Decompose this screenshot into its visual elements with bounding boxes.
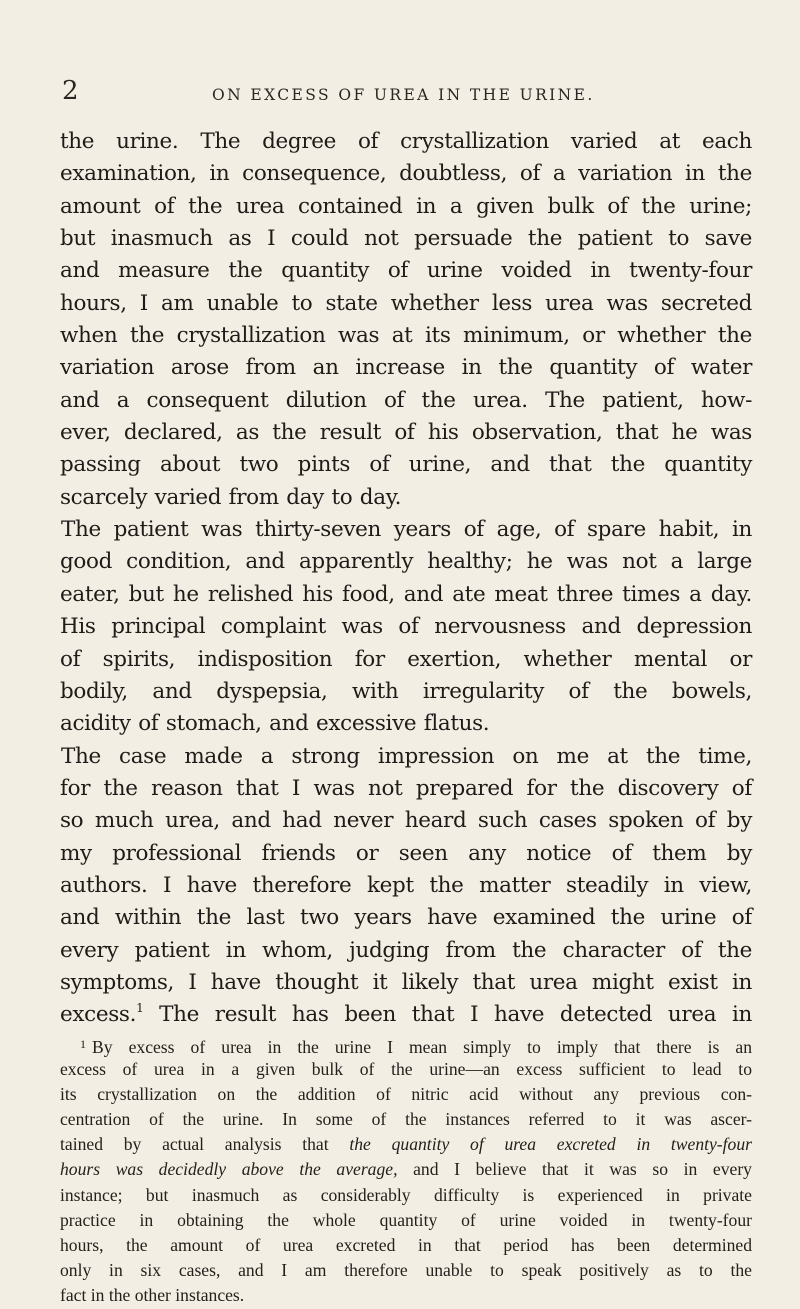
text-line: eater, but he relished his food, and ate meat three times a day. — [60, 581, 752, 607]
text-line: every patient in whom, judging from the character of the — [60, 937, 752, 963]
main-text — [60, 126, 752, 1032]
text-line: examination, in consequence, doubtless, of a variation in the — [60, 161, 752, 187]
footnote-line: centration of the urine. In some of the instances referred to it was ascer- — [60, 1109, 752, 1130]
footnote-line: hours, the amount of urea excreted in that period has been determined — [60, 1234, 752, 1255]
text-line: of spirits, indisposition for exertion, whether mental or — [60, 646, 752, 672]
text-line: the urine. The degree of crystallization varied at each — [60, 129, 752, 154]
footnote-line: its crystallization on the addition of nitric acid without any previous con- — [60, 1084, 752, 1105]
text-line: authors. I have therefore kept the matter steadily in view, — [60, 872, 752, 898]
footnote-line: instance; but inasmuch as considerably difficulty is experienced in private — [60, 1184, 752, 1205]
footnote-line: $^1$ By excess of urea in the urine I mean simply to imply that there is an — [80, 1037, 752, 1057]
text-line: scarcely varied from day to day. — [60, 484, 402, 510]
text-line: for the reason that I was not prepared for the discovery of — [60, 775, 752, 801]
text-line: variation arose from an increase in the quantity of water — [60, 355, 752, 381]
text-line: His principal complaint was of nervousness and depression — [60, 614, 752, 640]
text-line: amount of the urea contained in a given bulk of the urine; — [60, 193, 752, 219]
text-line: when the crystallization was at its minimum, or whether the — [60, 323, 752, 349]
text-line-with-footnote-ref — [60, 999, 752, 1031]
footnote-marker: 1 — [80, 1037, 86, 1051]
text-line: and measure the quantity of urine voided in twenty-four — [60, 258, 752, 284]
footnote-reference[interactable]: 1 — [136, 1001, 144, 1016]
footnote-line: excess of urea in a given bulk of the urine—an excess sufficient to lead to — [60, 1059, 752, 1080]
text-line: but inasmuch as I could not persuade the patient to save — [60, 226, 752, 252]
text-line: The case made a strong impression on me at the time, — [61, 743, 752, 769]
footnote-line: hours was decidedly above the average, and I believe that it was so in every — [60, 1159, 752, 1180]
footnote — [60, 1032, 752, 1308]
footnote-line: tained by actual analysis that the quantity of urea excreted in twenty-four — [60, 1134, 752, 1155]
text-line: acidity of stomach, and excessive flatus. — [60, 711, 490, 737]
text-line: The patient was thirty-seven years of age, of spare habit, in — [61, 517, 752, 543]
text-line: bodily, and dyspepsia, with irregularity of the bowels, — [60, 678, 752, 704]
text-segment: The result has been that I have detected urea in — [143, 1002, 752, 1028]
text-segment: excess. — [60, 1002, 137, 1028]
footnote-line: fact in the other instances. — [60, 1284, 245, 1305]
text-line: ever, declared, as the result of his observation, that he was — [60, 420, 752, 446]
running-head: ON EXCESS OF UREA IN THE URINE. — [212, 86, 595, 104]
text-line: and a consequent dilution of the urea. The patient, how- — [60, 387, 752, 413]
footnote-line: practice in obtaining the whole quantity of urine voided in twenty-four — [60, 1209, 752, 1230]
text-line: and within the last two years have examined the urine of — [60, 905, 752, 931]
page-number: 2 — [62, 76, 79, 106]
text-line: hours, I am unable to state whether less urea was secreted — [60, 290, 752, 316]
text-line: symptoms, I have thought it likely that urea might exist in — [60, 969, 752, 995]
text-line: my professional friends or seen any notice of them by — [60, 840, 752, 866]
footnote-line: only in six cases, and I am therefore unable to speak positively as to the — [60, 1259, 752, 1280]
italic-text: hours was decidedly above the average, — [60, 1159, 398, 1180]
page-header — [0, 78, 800, 118]
italic-text: the quantity of urea excreted in twenty-four — [349, 1134, 752, 1155]
text-line: passing about two pints of urine, and that the quantity — [60, 452, 752, 478]
text-line: so much urea, and had never heard such cases spoken of by — [60, 808, 752, 834]
text-line: good condition, and apparently healthy; he was not a large — [60, 549, 752, 575]
